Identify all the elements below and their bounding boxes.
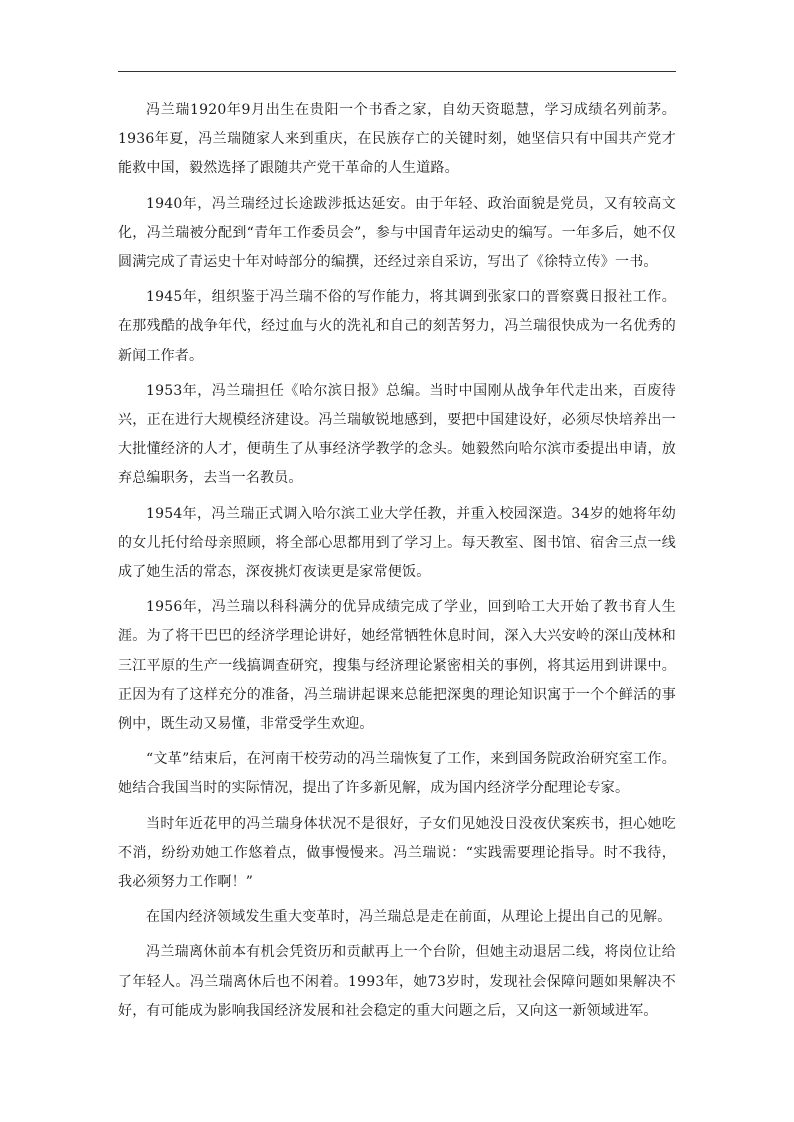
paragraph-1: 冯兰瑞1920年9月出生在贵阳一个书香之家，自幼天资聪慧，学习成绩名列前茅。1936年夏，冯兰瑞随家人来到重庆，在民族存亡的关键时刻，她坚信只有中国共产党才能救中国，毅然选择了跟随共产党干革命的人生道路。 xyxy=(118,102,676,177)
article-body xyxy=(118,96,676,1032)
header-rule xyxy=(118,71,676,72)
paragraph-10: 冯兰瑞离休前本有机会凭资历和贡献再上一个台阶，但她主动退居二线，将岗位让给了年轻人。冯兰瑞离休后也不闲着。1993年，她73岁时，发现社会保障问题如果解决不好，有可能成为影响我国经济发展和社会稳定的重大问题之后，又向这一新领域进军。 xyxy=(118,944,676,1019)
paragraph-4: 1953年，冯兰瑞担任《哈尔滨日报》总编。当时中国刚从战争年代走出来，百废待兴，正在进行大规模经济建设。冯兰瑞敏锐地感到，要把中国建设好，必须尽快培养出一大批懂经济的人才，便萌生了从事经济学教学的念头。她毅然向哈尔滨市委提出申请，放弃总编职务，去当一名教员。 xyxy=(118,382,676,487)
paragraph-2: 1940年，冯兰瑞经过长途跋涉抵达延安。由于年轻、政治面貌是党员，又有较高文化，冯兰瑞被分配到“青年工作委员会”，参与中国青年运动史的编写。一年多后，她不仅圆满完成了青运史十年对峙部分的编撰，还经过亲自采访，写出了《徐特立传》一书。 xyxy=(118,195,676,271)
paragraph-6: 1956年，冯兰瑞以科科满分的优异成绩完成了学业，回到哈工大开始了教书育人生涯。为了将干巴巴的经济学理论讲好，她经常牺牲休息时间，深入大兴安岭的深山茂林和三江平原的生产一线搞调查研究，搜集与经济理论紧密相关的事例，将其运用到讲课中。正因为有了这样充分的准备，冯兰瑞讲起课来总能把深奥的理论知识寓于一个个鲜活的事例中，既生动又易懂，非常受学生欢迎。 xyxy=(118,599,676,733)
paragraph-7: “文革”结束后，在河南干校劳动的冯兰瑞恢复了工作，来到国务院政治研究室工作。她结合我国当时的实际情况，提出了许多新见解，成为国内经济学分配理论专家。 xyxy=(118,751,676,797)
paragraph-9: 在国内经济领域发生重大变革时，冯兰瑞总是走在前面，从理论上提出自己的见解。 xyxy=(146,909,672,926)
paragraph-3: 1945年，组织鉴于冯兰瑞不俗的写作能力，将其调到张家口的晋察冀日报社工作。在那残酷的战争年代，经过血与火的洗礼和自己的刻苦努力，冯兰瑞很快成为一名优秀的新闻工作者。 xyxy=(118,289,676,364)
paragraph-8: 当时年近花甲的冯兰瑞身体状况不是很好，子女们见她没日没夜伏案疾书，担心她吃不消，纷纷劝她工作悠着点，做事慢慢来。冯兰瑞说：“实践需要理论指导。时不我待，我必须努力工作啊！” xyxy=(118,815,676,891)
paragraph-5: 1954年，冯兰瑞正式调入哈尔滨工业大学任教，并重入校园深造。34岁的她将年幼的女儿托付给母亲照顾，将全部心思都用到了学习上。每天教室、图书馆、宿舍三点一线成了她生活的常态，深夜挑灯夜读更是家常便饭。 xyxy=(118,505,676,581)
